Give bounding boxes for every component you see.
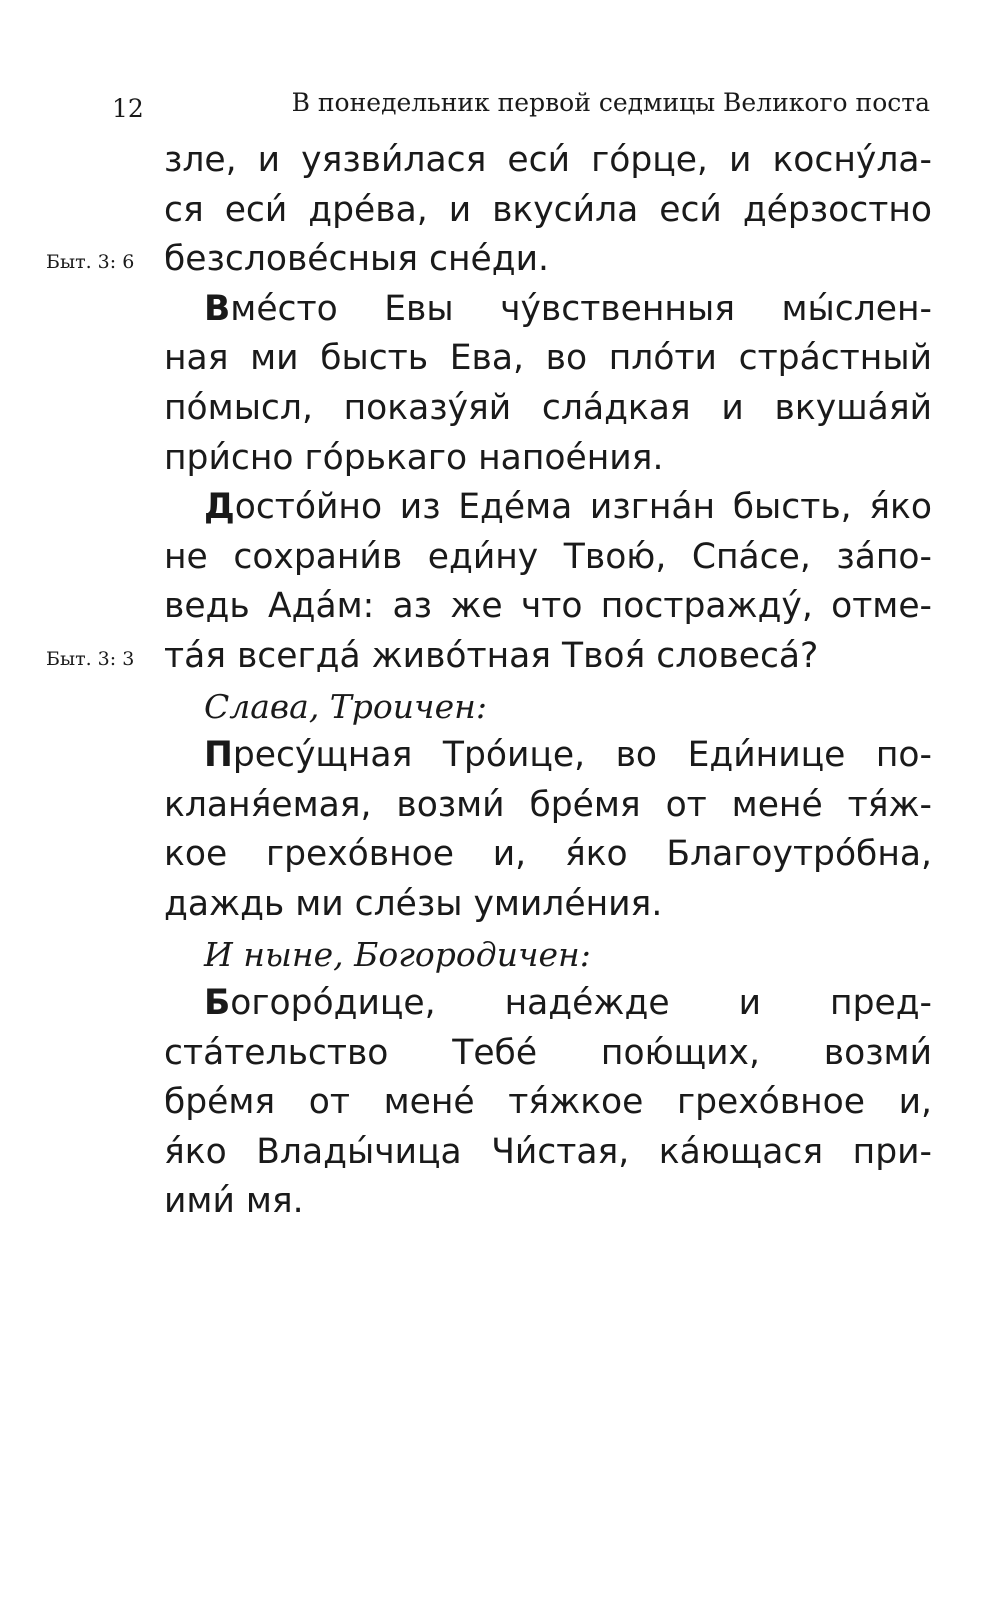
text-line-content: ресу́щная Тро́ице, во Еди́нице по-	[232, 735, 932, 776]
page-header	[0, 88, 1000, 128]
text-line: при́сно го́рькаго напое́ния.	[164, 437, 664, 478]
text-line: по́мысл, показу́яй сла́дкая и вкуша́яй	[164, 387, 932, 428]
text-line	[164, 731, 932, 781]
text-line: кланя́емая, возми́ бре́мя от мене́ тя́ж-	[164, 784, 932, 825]
text-line: кое грехо́вное и, я́ко Благоутро́бна,	[164, 834, 932, 875]
initial-letter: П	[204, 735, 233, 776]
text-line	[164, 979, 932, 1029]
text-line-content: безслове́сныя сне́ди.	[164, 239, 550, 280]
running-head: В понедельник первой седмицы Великого поста	[291, 88, 930, 117]
text-line: не сохрани́в еди́ну Твою́, Спа́се, за́по-	[164, 536, 932, 577]
page-number: 12	[112, 94, 144, 123]
text-line: я́ко Влады́чица Чи́стая, ка́ющася при-	[164, 1131, 932, 1172]
margin-reference: Быт. 3: 6	[46, 251, 135, 274]
text-line: даждь ми сле́зы умиле́ния.	[164, 883, 663, 924]
text-line	[164, 285, 932, 335]
text-line: ста́тельство Тебе́ пою́щих, возми́	[164, 1032, 932, 1073]
rubric: Слава, Троичен:	[204, 686, 487, 726]
text-line	[46, 632, 932, 682]
text-line	[164, 483, 932, 533]
text-line: зле, и уязви́лася еси́ го́рце, и косну́ла-	[164, 140, 932, 180]
rubric: И ныне, Богородичен:	[204, 934, 591, 974]
margin-reference: Быт. 3: 3	[46, 647, 135, 670]
text-line: ими́ мя.	[164, 1181, 304, 1222]
initial-letter: Б	[204, 983, 231, 1024]
text-line	[46, 235, 932, 285]
text-line-content: ме́сто Евы чу́вственныя мы́слен-	[230, 288, 932, 329]
text-line-content: огоро́дице, наде́жде и пред-	[230, 983, 932, 1024]
text-line: бре́мя от мене́ тя́жкое грехо́вное и,	[164, 1082, 932, 1123]
text-line: ная ми бысть Ева, во пло́ти стра́стный	[164, 338, 932, 379]
text-line: ся еси́ дре́ва, и вкуси́ла еси́ де́рзостно	[164, 189, 932, 230]
initial-letter: Д	[204, 487, 235, 528]
body-text	[46, 136, 932, 1227]
text-line-content: та́я всегда́ живо́тная Твоя́ словеса́?	[164, 635, 819, 676]
text-line-content: осто́йно из Еде́ма изгна́н бысть, я́ко	[234, 487, 932, 528]
text-line: ведь Ада́м: аз же что постражду́, отме-	[164, 586, 932, 627]
initial-letter: В	[204, 288, 231, 329]
